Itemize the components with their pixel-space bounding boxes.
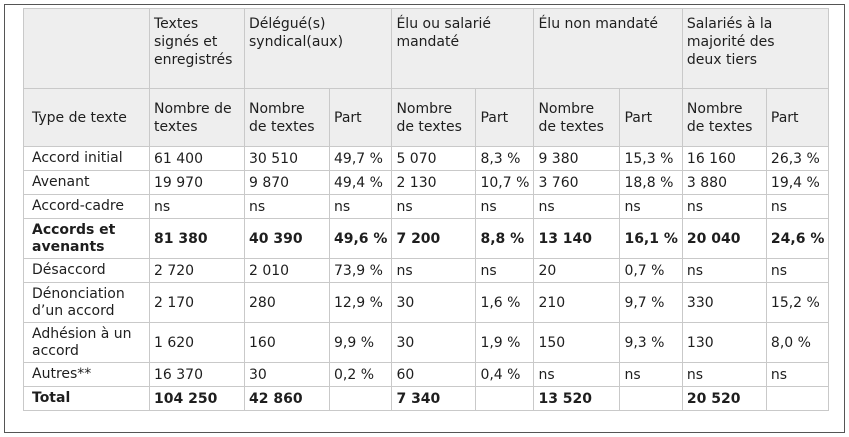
- table-cell: 49,6 %: [330, 219, 392, 259]
- table-cell: 0,4 %: [476, 363, 534, 387]
- table-cell: 9,3 %: [620, 323, 682, 363]
- table-cell: 12,9 %: [330, 283, 392, 323]
- table-cell: 5 070: [392, 147, 476, 171]
- header-nombre-textes-4: Nombre de textes: [534, 89, 620, 147]
- table-cell: ns: [476, 195, 534, 219]
- table-cell: 15,2 %: [766, 283, 828, 323]
- table-cell: 20: [534, 259, 620, 283]
- table-cell: 42 860: [245, 387, 330, 411]
- header-part-5: Part: [766, 89, 828, 147]
- row-label: Autres**: [24, 363, 150, 387]
- header-nombre-textes-5: Nombre de textes: [682, 89, 766, 147]
- header-nombre-textes-1: Nombre de textes: [150, 89, 245, 147]
- table-cell: ns: [682, 195, 766, 219]
- table-cell: 60: [392, 363, 476, 387]
- table-cell: 30: [392, 323, 476, 363]
- row-label: Accord-cadre: [24, 195, 150, 219]
- table-cell: ns: [245, 195, 330, 219]
- table-cell: 280: [245, 283, 330, 323]
- header-elu-mandate: Élu ou salarié mandaté: [392, 9, 534, 89]
- table-row: [24, 323, 829, 363]
- table-cell: 81 380: [150, 219, 245, 259]
- table-cell: 3 760: [534, 171, 620, 195]
- table-cell: [476, 387, 534, 411]
- table-cell: 20 520: [682, 387, 766, 411]
- table-cell: 30: [392, 283, 476, 323]
- table-cell: 2 170: [150, 283, 245, 323]
- table-cell: ns: [682, 259, 766, 283]
- table-cell: 49,4 %: [330, 171, 392, 195]
- table-cell: 16 160: [682, 147, 766, 171]
- table-row: [24, 195, 829, 219]
- table-row: [24, 363, 829, 387]
- table-cell: [330, 387, 392, 411]
- table-cell: 9 870: [245, 171, 330, 195]
- table-cell: ns: [682, 363, 766, 387]
- header-part-3: Part: [476, 89, 534, 147]
- table-cell: 61 400: [150, 147, 245, 171]
- table-cell: ns: [392, 195, 476, 219]
- header-nombre-textes-2: Nombre de textes: [245, 89, 330, 147]
- table-row: [24, 147, 829, 171]
- table-cell: 330: [682, 283, 766, 323]
- table-cell: 2 130: [392, 171, 476, 195]
- table-cell: 49,7 %: [330, 147, 392, 171]
- table-cell: 10,7 %: [476, 171, 534, 195]
- row-label: Dénonciation d’un accord: [24, 283, 150, 323]
- table-cell: ns: [150, 195, 245, 219]
- table-cell: 40 390: [245, 219, 330, 259]
- table-cell: 9,7 %: [620, 283, 682, 323]
- table-cell: ns: [330, 195, 392, 219]
- table-cell: 26,3 %: [766, 147, 828, 171]
- header-elu-non-mandate: Élu non mandaté: [534, 9, 682, 89]
- table-cell: ns: [766, 259, 828, 283]
- table-row: [24, 387, 829, 411]
- row-label: Accord initial: [24, 147, 150, 171]
- table-row: [24, 171, 829, 195]
- table-row: [24, 283, 829, 323]
- table-cell: 19 970: [150, 171, 245, 195]
- row-label: Désaccord: [24, 259, 150, 283]
- table-cell: 130: [682, 323, 766, 363]
- table-row: [24, 219, 829, 259]
- table-cell: 210: [534, 283, 620, 323]
- table-cell: 8,3 %: [476, 147, 534, 171]
- table-cell: 7 200: [392, 219, 476, 259]
- header-nombre-textes-3: Nombre de textes: [392, 89, 476, 147]
- table-cell: 2 010: [245, 259, 330, 283]
- header-delegue-syndical: Délégué(s) syndical(aux): [245, 9, 392, 89]
- row-label: Avenant: [24, 171, 150, 195]
- table-cell: ns: [620, 363, 682, 387]
- table-cell: 30: [245, 363, 330, 387]
- header-type-de-texte: Type de texte: [24, 89, 150, 147]
- table-cell: 0,2 %: [330, 363, 392, 387]
- data-table: [23, 8, 829, 411]
- table-cell: 7 340: [392, 387, 476, 411]
- table-cell: ns: [534, 363, 620, 387]
- table-cell: 150: [534, 323, 620, 363]
- table-cell: 15,3 %: [620, 147, 682, 171]
- header-part-4: Part: [620, 89, 682, 147]
- table-cell: ns: [766, 195, 828, 219]
- table-cell: 1,9 %: [476, 323, 534, 363]
- table-cell: 73,9 %: [330, 259, 392, 283]
- table-cell: ns: [476, 259, 534, 283]
- table-cell: 16 370: [150, 363, 245, 387]
- table-cell: 13 140: [534, 219, 620, 259]
- table-cell: 30 510: [245, 147, 330, 171]
- row-label: Accords et avenants: [24, 219, 150, 259]
- table-cell: 2 720: [150, 259, 245, 283]
- table-cell: 8,0 %: [766, 323, 828, 363]
- table-cell: 13 520: [534, 387, 620, 411]
- header-part-2: Part: [330, 89, 392, 147]
- table-cell: 8,8 %: [476, 219, 534, 259]
- table-cell: 20 040: [682, 219, 766, 259]
- table-cell: ns: [766, 363, 828, 387]
- row-label: Adhésion à un accord: [24, 323, 150, 363]
- table-cell: 1,6 %: [476, 283, 534, 323]
- table-cell: ns: [620, 195, 682, 219]
- header-textes-signes: Textes signés et enregistrés: [150, 9, 245, 89]
- header-salaries-deux-tiers: Salariés à la majorité des deux tiers: [682, 9, 828, 89]
- table-cell: 24,6 %: [766, 219, 828, 259]
- table-cell: 16,1 %: [620, 219, 682, 259]
- table-cell: ns: [392, 259, 476, 283]
- table-cell: [620, 387, 682, 411]
- table-cell: ns: [534, 195, 620, 219]
- table-row: [24, 259, 829, 283]
- header-empty: [24, 9, 150, 89]
- table-cell: 0,7 %: [620, 259, 682, 283]
- table-cell: 3 880: [682, 171, 766, 195]
- table-cell: 9 380: [534, 147, 620, 171]
- table-cell: 18,8 %: [620, 171, 682, 195]
- table-cell: 1 620: [150, 323, 245, 363]
- table-cell: 9,9 %: [330, 323, 392, 363]
- table-cell: [766, 387, 828, 411]
- table-cell: 19,4 %: [766, 171, 828, 195]
- table-cell: 160: [245, 323, 330, 363]
- table-body: [24, 147, 829, 411]
- row-label: Total: [24, 387, 150, 411]
- table-cell: 104 250: [150, 387, 245, 411]
